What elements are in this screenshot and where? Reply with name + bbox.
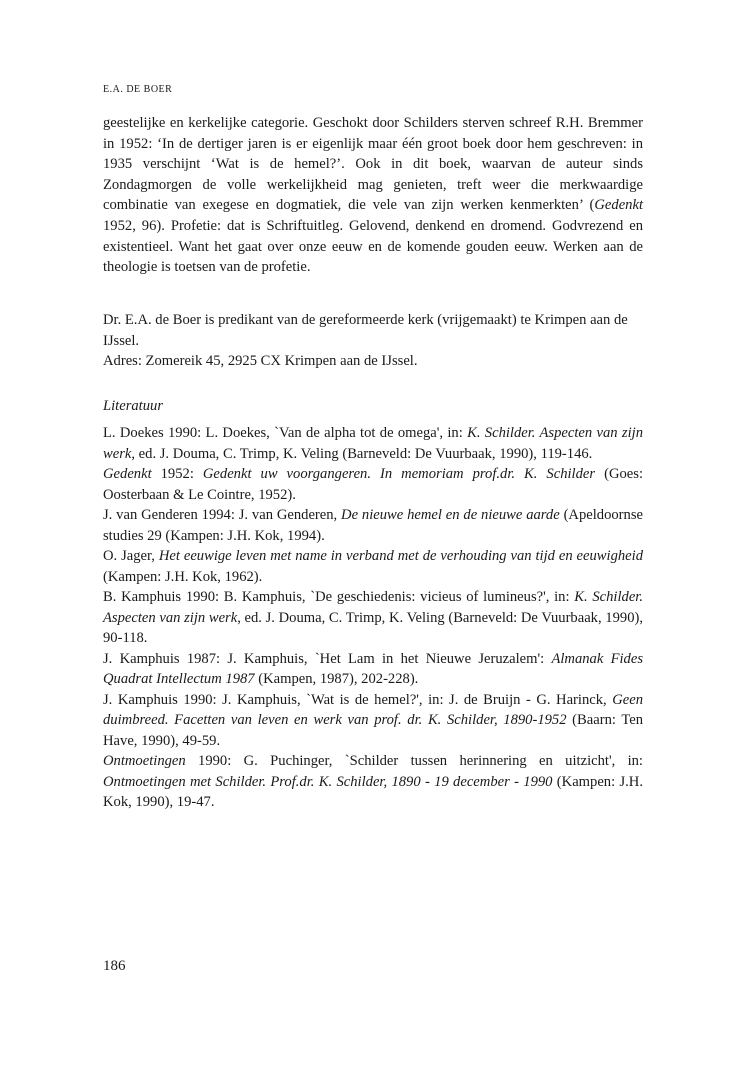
reference-entry: Gedenkt 1952: Gedenkt uw voorgangeren. In memoriam prof.dr. K. Schilder (Goes: Oosterbaan & Le Cointre, 1952). [103,466,643,503]
literature-heading: Literatuur [103,398,164,414]
reference-entry: J. Kamphuis 1987: J. Kamphuis, `Het Lam in het Nieuwe Jeruzalem': Almanak Fides Quadrat Intellectum 1987 (Kampen, 1987), 202-228). [103,650,643,687]
reference-entry: Ontmoetingen 1990: G. Puchinger, `Schilder tussen herinnering en uitzicht', in: Ontmoetingen met Schilder. Prof.dr. K. Schilder, 1890 - 19 december - 1990 (Kampen: J.H. Kok, 1990), 19-47. [103,753,643,810]
paragraph-citation: Gedenkt [594,197,643,214]
literature-list [103,423,643,813]
bio-line: Dr. E.A. de Boer is predikant van de gereformeerde kerk (vrijgemaakt) te Krimpen aan de IJssel. [103,312,628,349]
paragraph-text-end: 1952, 96). Profetie: dat is Schriftuitleg. Gelovend, denkend en dromend. Godvrezend en existentieel. Want het gaat over onze eeuw en de komende gouden eeuw. Werken aan de theologie is toetsen van de profetie. [103,217,643,276]
paragraph-text: geestelijke en kerkelijke categorie. Geschokt door Schilders sterven schreef R.H. Bremmer in 1952: ‘In de dertiger jaren is er eigenlijk maar één groot boek door hem geschreven: in 1935 verschijnt ‘Wat is de hemel?’. Ook in dit boek, waarvan de auteur sinds Zondagmorgen de volle werkelijkheid mag genieten, treft weer die merkwaardige combinatie van exegese en dogmatiek, die vele van zijn werken kenmerkten’ ( [103,115,643,214]
author-bio [103,310,643,372]
reference-entry: J. Kamphuis 1990: J. Kamphuis, `Wat is de hemel?', in: J. de Bruijn - G. Harinck, Geen duimbreed. Facetten van leven en werk van prof. dr. K. Schilder, 1890-1952 (Baarn: Ten Have, 1990), 49-59. [103,691,643,749]
reference-entry: B. Kamphuis 1990: B. Kamphuis, `De geschiedenis: vicieus of lumineus?', in: K. Schilder. Aspecten van zijn werk, ed. J. Douma, C. Trimp, K. Veling (Barneveld: De Vuurbaak, 1990), 90-118. [103,589,644,646]
address-line: Adres: Zomereik 45, 2925 CX Krimpen aan de IJssel. [103,353,418,370]
page-number: 186 [103,958,126,974]
body-paragraph [103,113,643,278]
reference-entry: J. van Genderen 1994: J. van Genderen, De nieuwe hemel en de nieuwe aarde (Apeldoornse studies 29 (Kampen: J.H. Kok, 1994). [103,507,643,544]
reference-entry: L. Doekes 1990: L. Doekes, `Van de alpha tot de omega', in: K. Schilder. Aspecten van zijn werk, ed. J. Douma, C. Trimp, K. Veling (Barneveld: De Vuurbaak, 1990), 119-146. [103,425,643,462]
running-head: E.A. DE BOER [103,84,173,95]
reference-entry: O. Jager, Het eeuwige leven met name in verband met de verhouding van tijd en eeuwigheid (Kampen: J.H. Kok, 1962). [103,548,643,585]
